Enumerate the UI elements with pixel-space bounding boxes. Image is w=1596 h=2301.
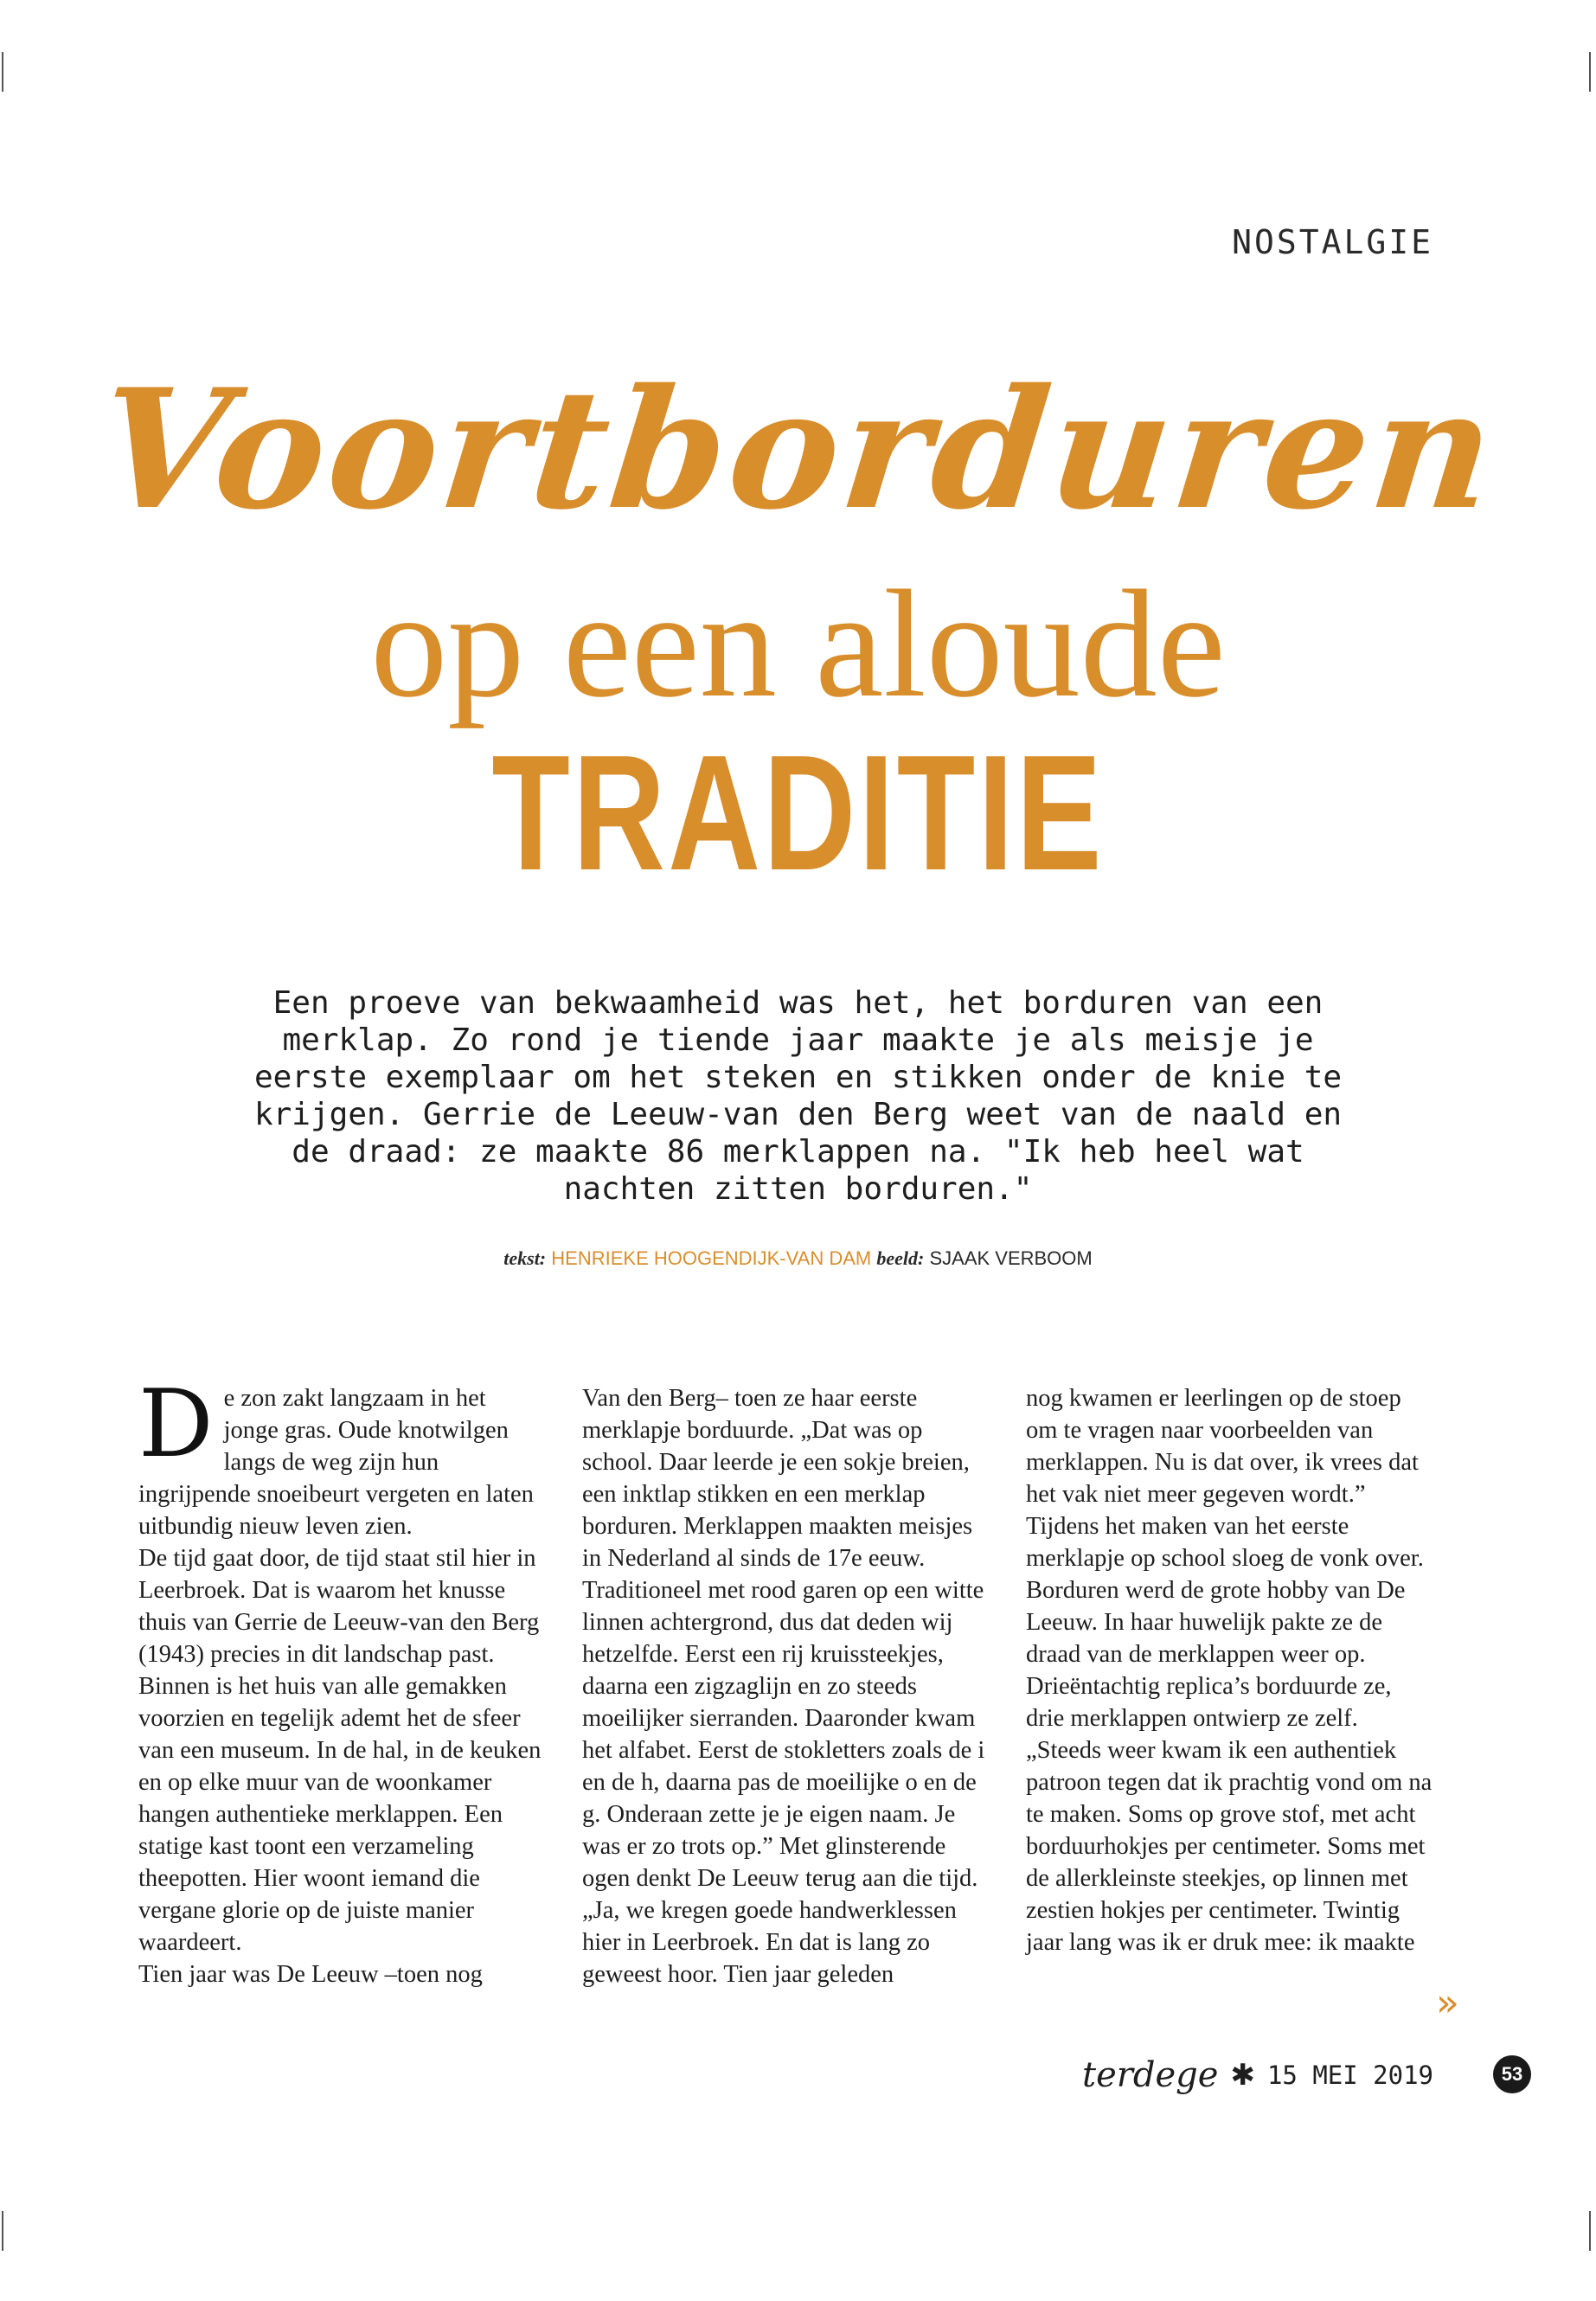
article-column-1 <box>138 1370 545 1990</box>
intro-paragraph: Een proeve van bekwaamheid was het, het borduren van een merklap. Zo rond je tiende jaar maakte je als meisje je eerste exemplaar om het steken en stikken onder de knie te krijgen. Gerrie de Leeuw-van den Berg weet van de naald en de draad: ze maakte 86 merklappen na. "Ik heb heel wat nachten zitten borduren." <box>253 985 1343 1207</box>
drop-cap: D <box>138 1370 214 1478</box>
continue-arrow-icon: » <box>1436 1981 1459 2025</box>
issue-date: 15 MEI 2019 <box>1266 2061 1433 2090</box>
paragraph: De tijd gaat door, de tijd staat stil hier in Leerbroek. Dat is waarom het knusse thuis van Gerrie de Leeuw-van den Berg (1943) precies in dit landschap past. Binnen is het huis van alle gemakken voorzien en tegelijk ademt het de sfeer van een museum. In de hal, in de keuken en op elke muur van de woonkamer hangen authentieke merklappen. Een statige kast toont een verzameling theepotten. Hier woont iemand die vergane glorie op de juiste manier waardeert. <box>138 1545 542 1956</box>
crop-mark <box>1589 52 1591 92</box>
crop-mark <box>2 52 3 92</box>
asterisk-icon: ✱ <box>1230 2058 1255 2093</box>
crop-mark <box>2 2211 3 2251</box>
text-credit-name: HENRIEKE HOOGENDIJK-VAN DAM <box>551 1247 872 1269</box>
title-line-2: op een aloude <box>370 558 1226 729</box>
image-credit-name: SJAAK VERBOOM <box>929 1247 1093 1269</box>
article-body <box>138 1370 1462 2022</box>
text-credit-label: tekst: <box>503 1247 547 1269</box>
article-column-3 <box>1026 1382 1433 1958</box>
article-column-2 <box>582 1382 989 1990</box>
paragraph: e zon zakt langzaam in het jonge gras. Oude knotwilgen langs de weg zijn hun ingrijpende snoeibeurt vergeten en laten uitbundig nieuw leven zien. <box>138 1385 534 1540</box>
credits <box>0 1247 1596 1270</box>
paragraph: Van den Berg– toen ze haar eerste merklapje borduurde. „Dat was op school. Daar leerde je een sokje breien, een inktlap stikken en een merklap borduren. Merklappen maakten meisjes in Nederland al sinds de 17e eeuw. Traditioneel met rood garen op een witte linnen achtergrond, dus dat deden wij hetzelfde. Eerst een rij kruissteekjes, daarna een zigzaglijn en zo steeds moeilijker sierranden. Daaronder kwam het alfabet. Eerst de stokletters zoals de i en de h, daarna pas de moeilijke o en de g. Onderaan zette je je eigen naam. Je was er zo trots op.” Met glinsterende ogen denkt De Leeuw terug aan die tijd. „Ja, we kregen goede handwerklessen hier in Leerbroek. En dat is lang zo geweest hoor. Tien jaar geleden <box>582 1385 985 1988</box>
title-line-1: Voortborduren <box>90 353 1506 546</box>
page-number: 53 <box>1493 2055 1531 2093</box>
magazine-name: terdege <box>1082 2055 1219 2095</box>
image-credit-label: beeld: <box>876 1247 925 1269</box>
crop-mark <box>1589 2211 1591 2251</box>
paragraph: nog kwamen er leerlingen op de stoep om te vragen naar voorbeelden van merklappen. Nu is dat over, ik vrees dat het vak niet meer gegeven wordt.” <box>1026 1385 1419 1508</box>
section-label: NOSTALGIE <box>1232 223 1433 261</box>
paragraph: Tijdens het maken van het eerste merklapje op school sloeg de vonk over. Borduren werd de grote hobby van De Leeuw. In haar huwelijk pakte ze de draad van de merklappen weer op. Drieëntachtig replica’s borduurde ze, drie merklappen ontwierp ze zelf. „Steeds weer kwam ik een authentiek patroon tegen dat ik prachtig vond om na te maken. Soms op grove stof, met acht borduurhokjes per centimeter. Soms met de allerkleinste steekjes, op linnen met zestien hokjes per centimeter. Twintig jaar lang was ik er druk mee: ik maakte <box>1026 1513 1433 1956</box>
title-line-3: TRADITIE <box>491 721 1105 905</box>
paragraph: Tien jaar was De Leeuw –toen nog <box>138 1961 483 1988</box>
footer <box>1082 2055 1433 2095</box>
